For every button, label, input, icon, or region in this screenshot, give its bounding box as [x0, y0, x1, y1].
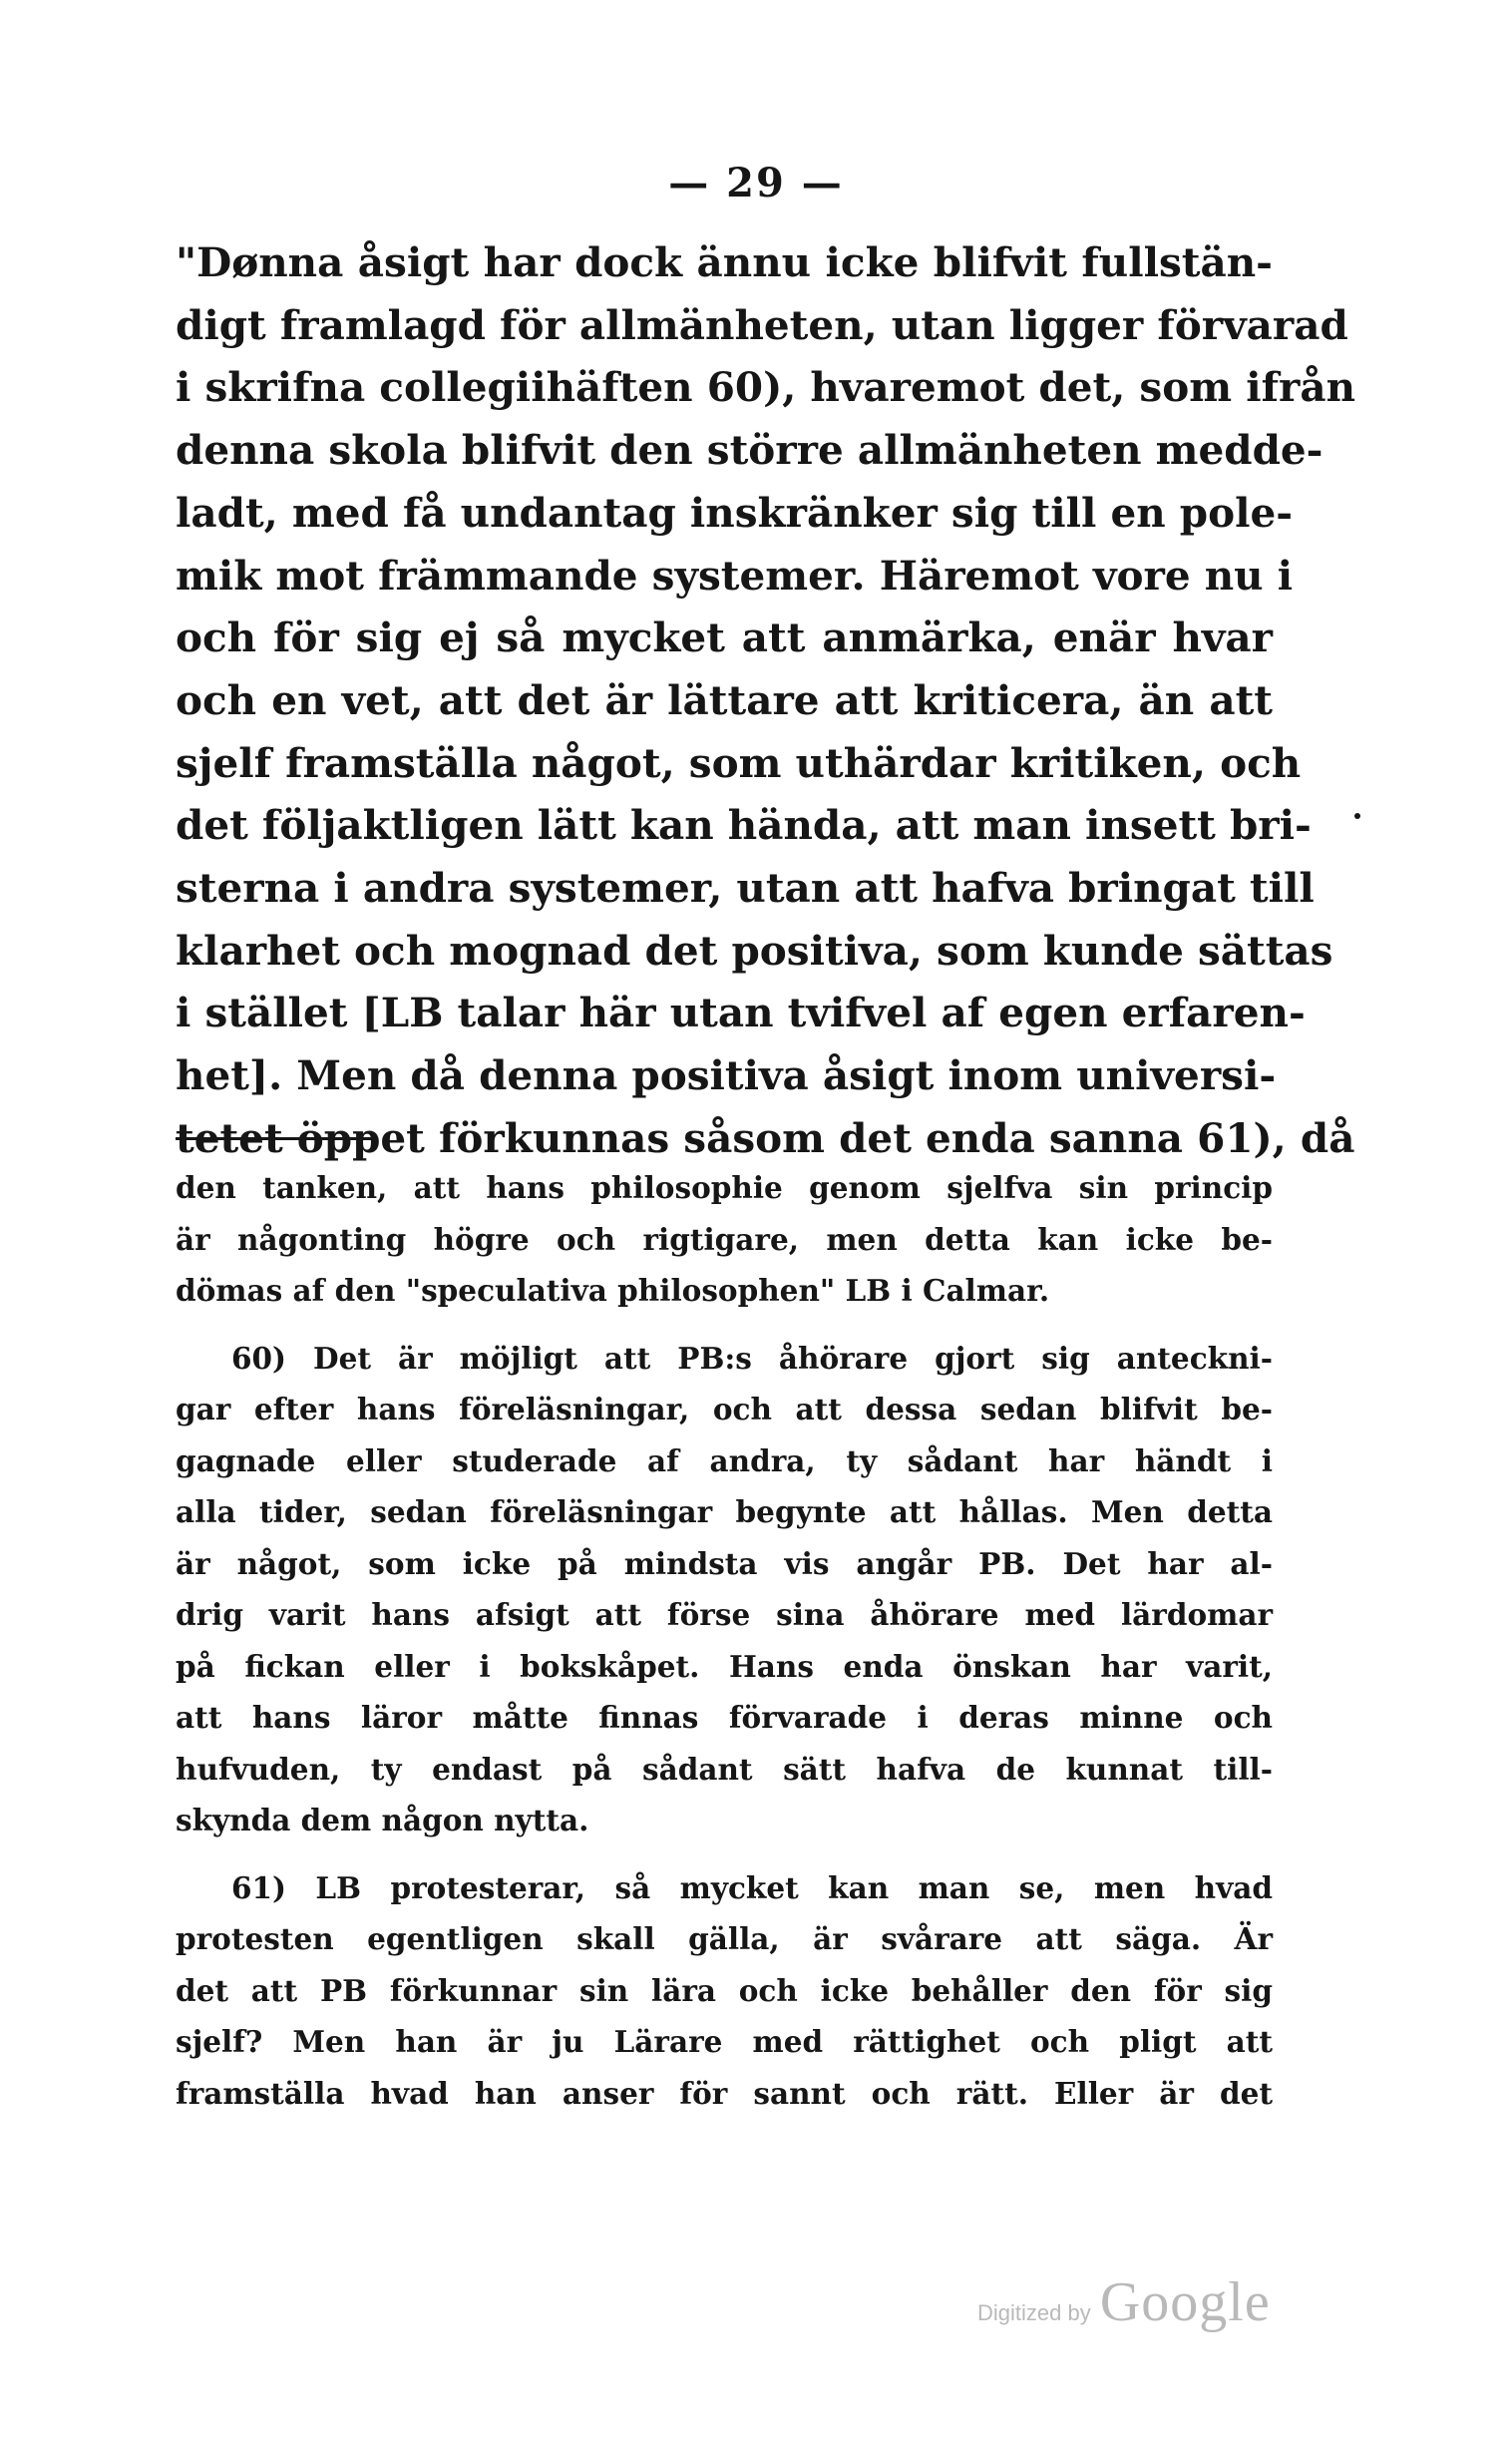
footnote-line: framställa hvad han anser för sannt och rätt. Eller är det — [176, 2075, 1273, 2111]
text-line: "Dønna åsigt har dock ännu icke blifvit fullstän- — [176, 238, 1273, 286]
footnote-line: är något, som icke på mindsta vis angår PB. Det har al- — [176, 1545, 1273, 1581]
footnote-line: hufvuden, ty endast på sådant sätt hafva de kunnat till- — [176, 1751, 1273, 1787]
footnote-line: är någonting högre och rigtigare, men detta kan icke be- — [176, 1221, 1273, 1257]
footnote-line: 61) LB protesterar, så mycket kan man se, men hvad — [231, 1869, 1273, 1905]
footnote-line: den tanken, att hans philosophie genom sjelfva sin princip — [176, 1170, 1273, 1205]
footnote-continuation — [176, 1162, 1273, 1317]
page-number: — 29 — — [668, 160, 844, 206]
footnote-line: alla tider, sedan föreläsningar begynte att hållas. Men detta — [176, 1494, 1273, 1529]
text-line: ladt, med få undantag inskränker sig till en pole- — [176, 488, 1294, 537]
text-line: i skrifna collegiihäften 60), hvaremot det, som ifrån — [176, 363, 1356, 412]
text-line: het]. Men då denna positiva åsigt inom universi- — [176, 1051, 1277, 1100]
google-logo: Google — [1099, 2271, 1271, 2333]
footnote-61 — [176, 1862, 1273, 2120]
text-line: mik mot främmande systemer. Häremot vore nu i — [176, 551, 1294, 600]
footnote-line: skynda dem någon nytta. — [176, 1803, 589, 1837]
text-line: sjelf framställa något, som uthärdar kritiken, och — [176, 738, 1302, 787]
footnote-line: på fickan eller i bokskåpet. Hans enda önskan har varit, — [176, 1648, 1273, 1684]
text-line: klarhet och mognad det positiva, som kunde sättas — [176, 926, 1333, 975]
footnote-line: gagnade eller studerade af andra, ty sådant har händt i — [176, 1442, 1273, 1478]
text-line: digt framlagd för allmänheten, utan ligger förvarad — [176, 300, 1348, 349]
footnotes — [176, 1162, 1273, 2119]
text-line: i stället [LB talar här utan tvifvel af egen erfaren- — [176, 989, 1306, 1037]
footnote-line: gar efter hans föreläsningar, och att dessa sedan blifvit be- — [176, 1392, 1273, 1426]
text-line: tetet öppet förkunnas såsom det enda sanna 61), då — [176, 1113, 1355, 1162]
footnote-line: sjelf? Men han är ju Lärare med rättighet och pligt att — [176, 2024, 1273, 2059]
footnote-line: drig varit hans afsigt att förse sina åhörare med lärdomar — [176, 1597, 1273, 1632]
watermark-prefix: Digitized by — [977, 2300, 1091, 2325]
footnote-60 — [176, 1333, 1273, 1846]
ink-speck — [1354, 813, 1360, 819]
footnote-separator — [176, 1137, 375, 1140]
text-line: sterna i andra systemer, utan att hafva bringat till — [176, 864, 1315, 913]
text-line: det följaktligen lätt kan hända, att man insett bri- — [176, 801, 1312, 850]
footnote-line: 60) Det är möjligt att PB:s åhörare gjort sig anteckni- — [231, 1340, 1273, 1376]
text-line: och en vet, att det är lättare att kriticera, än att — [176, 675, 1273, 724]
footnote-line: protesten egentligen skall gälla, är svårare att säga. Är — [176, 1921, 1273, 1956]
text-line: och för sig ej så mycket att anmärka, enär hvar — [176, 613, 1273, 662]
main-text — [176, 231, 1356, 1170]
footnote-line: det att PB förkunnar sin lära och icke behåller den för sig — [176, 1972, 1273, 2008]
footnote-line: dömas af den "speculativa philosophen" LB i Calmar. — [176, 1273, 1050, 1308]
footnote-line: att hans läror måtte finnas förvarade i deras minne och — [176, 1700, 1273, 1735]
text-line: denna skola blifvit den större allmänheten medde- — [176, 426, 1323, 475]
digitized-watermark — [977, 2270, 1271, 2334]
